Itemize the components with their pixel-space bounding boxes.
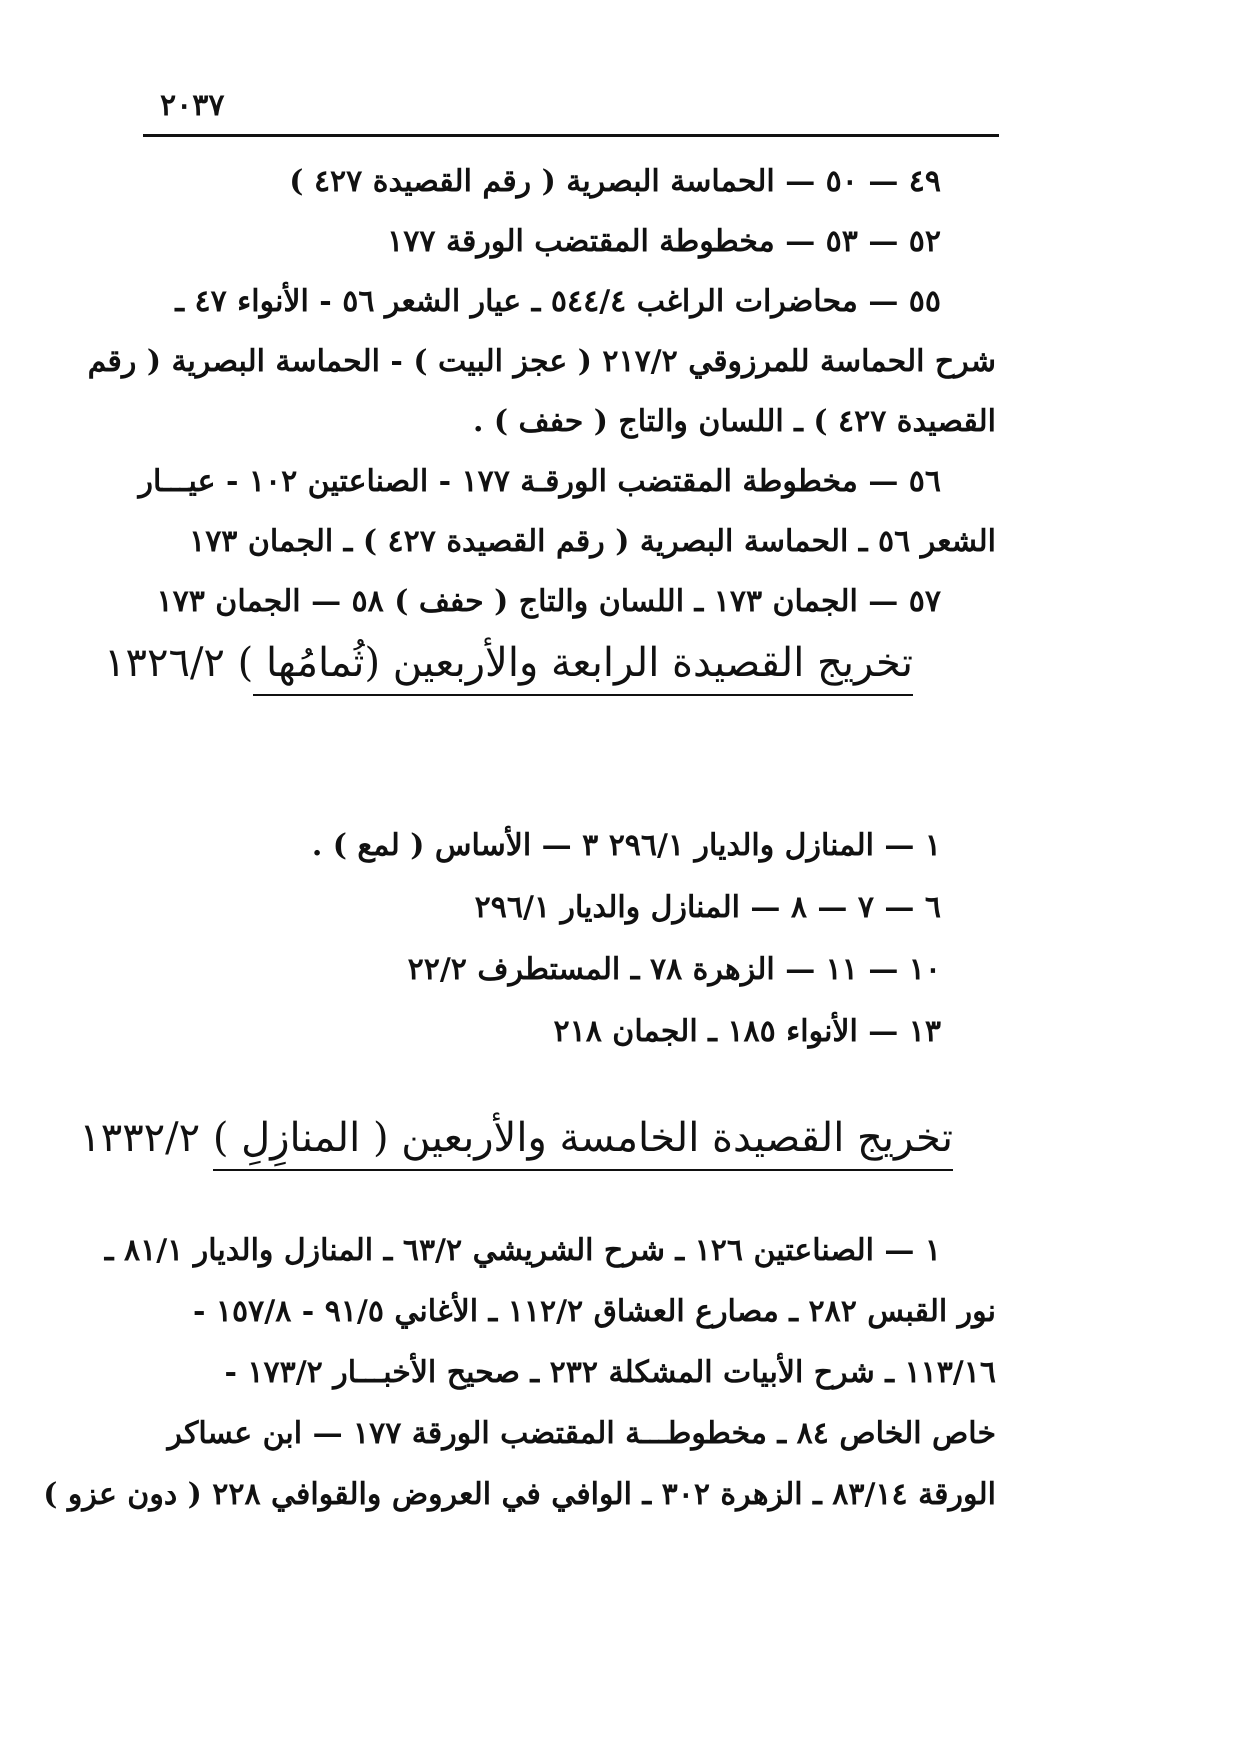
entry-line: ١٣ — الأنواء ١٨٥ ـ الجمان ٢١٨ xyxy=(553,1014,941,1049)
prev-section-entries xyxy=(87,152,996,632)
entry-line: شرح الحماسة للمرزوقي ٢١٧/٢ ( عجز البيت ) - الحماسة البصرية ( رقم xyxy=(87,344,996,379)
entry-line: ٥٦ — مخطوطة المقتضب الورقـة ١٧٧ - الصناعتين ١٠٢ - عيـــار xyxy=(138,464,941,499)
entry-line: ١٠ — ١١ — الزهرة ٧٨ ـ المستطرف ٢٢/٢ xyxy=(407,952,941,987)
entry-line: ٥٥ — محاضرات الراغب ٥٤٤/٤ ـ عيار الشعر ٥٦ - الأنواء ٤٧ ـ xyxy=(175,284,941,319)
entry-line: ٥٧ — الجمان ١٧٣ ـ اللسان والتاج ( حفف ) ٥٨ — الجمان ١٧٣ xyxy=(156,584,941,619)
section-45-entries xyxy=(43,1220,996,1525)
page-number: ٢٠٣٧ xyxy=(160,88,225,123)
entry-line: ١١٣/١٦ ـ شرح الأبيات المشكلة ٢٣٢ ـ صحيح الأخبـــار ١٧٣/٢ - xyxy=(224,1355,996,1390)
entry-line: ١ — المنازل والديار ٢٩٦/١ ٣ — الأساس ( لمع ) . xyxy=(311,828,941,863)
entry-line: ١ — الصناعتين ١٢٦ ـ شرح الشريشي ٦٣/٢ ـ المنازل والديار ٨١/١ ـ xyxy=(104,1233,941,1268)
section-heading-45: تخريج القصيدة الخامسة والأربعين ( المنازِلِ ) ١٣٣٢/٢ xyxy=(213,1115,953,1171)
entry-line: الورقة ٨٣/١٤ ـ الزهرة ٣٠٢ ـ الوافي في العروض والقوافي ٢٢٨ ( دون عزو ) xyxy=(43,1477,996,1512)
section-heading-44: تخريج القصيدة الرابعة والأربعين (ثُمامُها ) ١٣٢٦/٢ xyxy=(253,640,913,696)
entry-line: الشعر ٥٦ ـ الحماسة البصرية ( رقم القصيدة ٤٢٧ ) ـ الجمان ١٧٣ xyxy=(189,524,996,559)
entry-line: ٦ — ٧ — ٨ — المنازل والديار ٢٩٦/١ xyxy=(474,890,941,925)
section-44-entries xyxy=(150,815,996,1063)
entry-line: القصيدة ٤٢٧ ) ـ اللسان والتاج ( حفف ) . xyxy=(473,404,996,439)
entry-line: ٥٢ — ٥٣ — مخطوطة المقتضب الورقة ١٧٧ xyxy=(387,224,941,259)
header-rule xyxy=(143,134,999,137)
entry-line: نور القبس ٢٨٢ ـ مصارع العشاق ١١٢/٢ ـ الأغاني ٩١/٥ - ١٥٧/٨ - xyxy=(193,1294,996,1329)
entry-line: خاص الخاص ٨٤ ـ مخطوطـــة المقتضب الورقة ١٧٧ — ابن عساكر xyxy=(167,1416,996,1451)
entry-line: ٤٩ — ٥٠ — الحماسة البصرية ( رقم القصيدة ٤٢٧ ) xyxy=(289,164,941,199)
